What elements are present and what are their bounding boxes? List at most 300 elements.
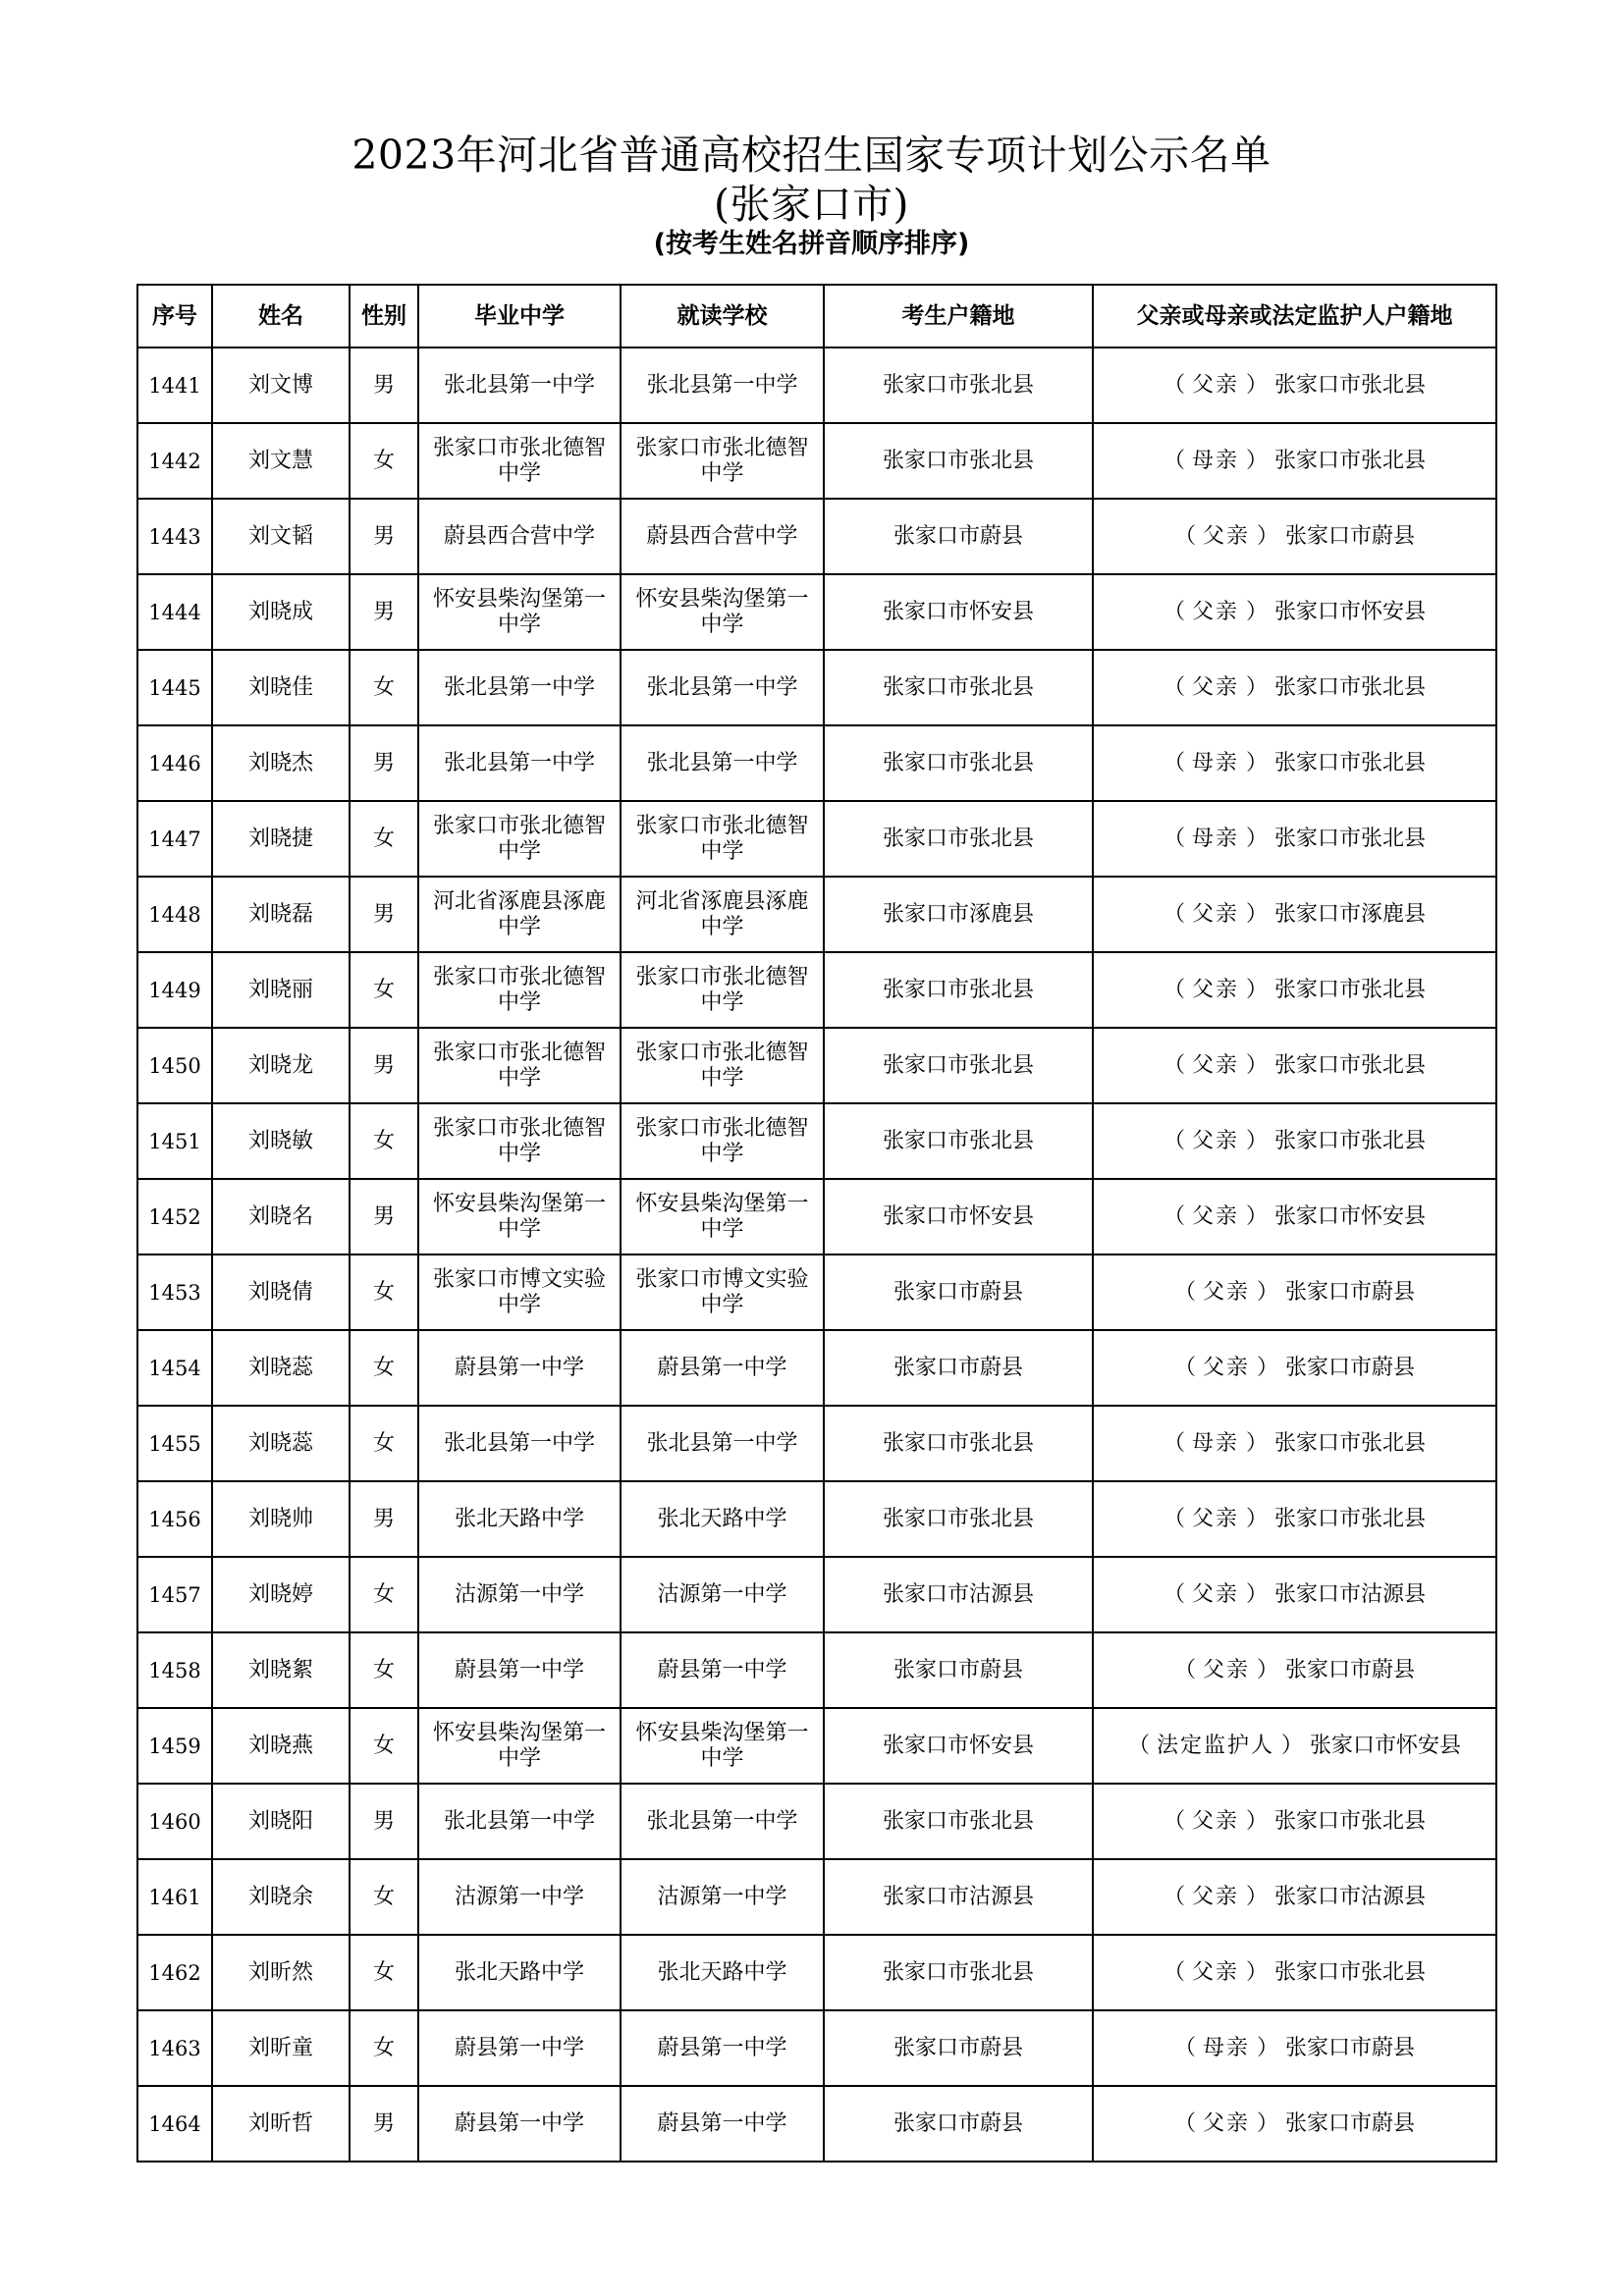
cell-guardian	[1093, 877, 1496, 952]
cell-grad-school-text: 张北县第一中学	[443, 674, 595, 700]
cell-grad-school	[418, 1103, 621, 1179]
cell-grad-school-text: 蔚县西合营中学	[443, 523, 595, 549]
cell-guardian	[1093, 1255, 1496, 1330]
guardian-place: 张家口市张北县	[1274, 372, 1427, 398]
cell-no: 1453	[137, 1255, 212, 1330]
guardian-text: （ 父亲 ） 张家口市张北县	[1163, 1506, 1427, 1531]
cell-grad-school-text: 蔚县第一中学	[454, 2035, 584, 2060]
cell-study-school	[621, 650, 824, 725]
cell-residence: 张家口市沽源县	[824, 1557, 1093, 1632]
cell-grad-school	[418, 1632, 621, 1708]
cell-name: 刘晓龙	[212, 1028, 350, 1103]
cell-grad-school	[418, 1481, 621, 1557]
cell-grad-school	[418, 574, 621, 650]
cell-study-school	[621, 1859, 824, 1935]
cell-study-school-text: 蔚县第一中学	[657, 2035, 787, 2060]
guardian-text: （ 母亲 ） 张家口市张北县	[1163, 448, 1427, 473]
cell-residence: 张家口市蔚县	[824, 1632, 1093, 1708]
cell-study-school	[621, 1935, 824, 2010]
guardian-place: 张家口市蔚县	[1285, 1279, 1416, 1305]
guardian-place: 张家口市沽源县	[1274, 1581, 1427, 1607]
cell-grad-school-text: 张北县第一中学	[443, 372, 595, 398]
sort-note: (按考生姓名拼音顺序排序)	[653, 229, 970, 259]
guardian-relation: 父亲	[1191, 977, 1239, 1002]
cell-name: 刘晓余	[212, 1859, 350, 1935]
cell-study-school-text: 张家口市张北德智中学	[635, 1115, 809, 1166]
header-no: 序号	[137, 285, 212, 347]
cell-gender: 女	[350, 1330, 418, 1406]
cell-grad-school-text: 张家口市张北德智中学	[432, 813, 606, 864]
guardian-relation: 父亲	[1191, 1203, 1239, 1229]
cell-name: 刘晓燕	[212, 1708, 350, 1784]
cell-no: 1464	[137, 2086, 212, 2162]
table-row	[137, 877, 1496, 952]
table-row	[137, 801, 1496, 877]
cell-grad-school	[418, 1179, 621, 1255]
guardian-text: （ 父亲 ） 张家口市蔚县	[1173, 1355, 1416, 1380]
table-row	[137, 1935, 1496, 2010]
cell-no: 1454	[137, 1330, 212, 1406]
cell-study-school	[621, 1784, 824, 1859]
cell-no: 1449	[137, 952, 212, 1028]
guardian-place: 张家口市怀安县	[1274, 599, 1427, 624]
cell-name: 刘文博	[212, 347, 350, 423]
cell-grad-school-text: 张北县第一中学	[443, 1808, 595, 1834]
cell-grad-school	[418, 1859, 621, 1935]
cell-guardian	[1093, 1557, 1496, 1632]
cell-residence: 张家口市张北县	[824, 423, 1093, 499]
cell-grad-school-text: 河北省涿鹿县涿鹿中学	[432, 888, 606, 939]
cell-study-school	[621, 2086, 824, 2162]
guardian-place: 张家口市蔚县	[1285, 2035, 1416, 2060]
guardian-relation: 父亲	[1191, 1506, 1239, 1531]
cell-name: 刘晓婷	[212, 1557, 350, 1632]
cell-grad-school	[418, 1255, 621, 1330]
cell-name: 刘昕然	[212, 1935, 350, 2010]
cell-study-school-text: 怀安县柴沟堡第一中学	[635, 586, 809, 637]
cell-guardian	[1093, 1708, 1496, 1784]
cell-residence: 张家口市张北县	[824, 1028, 1093, 1103]
guardian-text: （ 父亲 ） 张家口市张北县	[1163, 372, 1427, 398]
cell-no: 1452	[137, 1179, 212, 1255]
cell-study-school	[621, 725, 824, 801]
header-grad-school: 毕业中学	[418, 285, 621, 347]
guardian-place: 张家口市涿鹿县	[1274, 901, 1427, 927]
table-row	[137, 1481, 1496, 1557]
cell-grad-school	[418, 650, 621, 725]
cell-grad-school	[418, 1557, 621, 1632]
cell-no: 1456	[137, 1481, 212, 1557]
cell-study-school	[621, 952, 824, 1028]
cell-gender: 女	[350, 650, 418, 725]
guardian-relation: 母亲	[1191, 1430, 1239, 1456]
cell-gender: 男	[350, 1028, 418, 1103]
cell-residence: 张家口市张北县	[824, 1784, 1093, 1859]
cell-grad-school-text: 张家口市张北德智中学	[432, 1115, 606, 1166]
guardian-text: （ 父亲 ） 张家口市沽源县	[1163, 1581, 1427, 1607]
cell-residence: 张家口市蔚县	[824, 2010, 1093, 2086]
cell-name: 刘晓捷	[212, 801, 350, 877]
cell-name: 刘晓蕊	[212, 1330, 350, 1406]
cell-name: 刘晓帅	[212, 1481, 350, 1557]
page-title: 2023年河北省普通高校招生国家专项计划公示名单	[352, 132, 1271, 179]
cell-study-school-text: 张北天路中学	[657, 1506, 787, 1531]
guardian-relation: 母亲	[1191, 448, 1239, 473]
cell-study-school	[621, 499, 824, 574]
guardian-place: 张家口市蔚县	[1285, 523, 1416, 549]
cell-gender: 男	[350, 877, 418, 952]
roster-table	[136, 284, 1497, 2163]
cell-name: 刘文韬	[212, 499, 350, 574]
cell-residence: 张家口市张北县	[824, 801, 1093, 877]
cell-gender: 女	[350, 1557, 418, 1632]
guardian-place: 张家口市张北县	[1274, 448, 1427, 473]
guardian-place: 张家口市张北县	[1274, 826, 1427, 851]
table-row	[137, 1632, 1496, 1708]
cell-name: 刘晓阳	[212, 1784, 350, 1859]
guardian-place: 张家口市沽源县	[1274, 1884, 1427, 1909]
guardian-relation: 父亲	[1191, 1884, 1239, 1909]
cell-residence: 张家口市沽源县	[824, 1859, 1093, 1935]
cell-name: 刘晓成	[212, 574, 350, 650]
guardian-text: （ 父亲 ） 张家口市涿鹿县	[1163, 901, 1427, 927]
cell-gender: 女	[350, 1406, 418, 1481]
cell-name: 刘晓倩	[212, 1255, 350, 1330]
cell-gender: 男	[350, 499, 418, 574]
cell-no: 1458	[137, 1632, 212, 1708]
guardian-relation: 父亲	[1191, 1128, 1239, 1153]
cell-name: 刘晓杰	[212, 725, 350, 801]
header-name: 姓名	[212, 285, 350, 347]
cell-guardian	[1093, 1481, 1496, 1557]
guardian-relation: 父亲	[1191, 901, 1239, 927]
guardian-text: （ 父亲 ） 张家口市张北县	[1163, 1052, 1427, 1078]
cell-grad-school	[418, 1406, 621, 1481]
cell-study-school-text: 张家口市博文实验中学	[635, 1266, 809, 1317]
cell-grad-school-text: 张家口市张北德智中学	[432, 964, 606, 1015]
cell-study-school-text: 蔚县第一中学	[657, 2110, 787, 2136]
cell-grad-school	[418, 725, 621, 801]
cell-name: 刘晓蕊	[212, 1406, 350, 1481]
table-row	[137, 1103, 1496, 1179]
guardian-relation: 父亲	[1191, 1808, 1239, 1834]
table-row	[137, 499, 1496, 574]
cell-study-school-text: 张北县第一中学	[646, 750, 798, 775]
cell-no: 1444	[137, 574, 212, 650]
guardian-text: （ 父亲 ） 张家口市怀安县	[1163, 1203, 1427, 1229]
guardian-text: （ 父亲 ） 张家口市张北县	[1163, 1128, 1427, 1153]
cell-study-school	[621, 423, 824, 499]
cell-no: 1442	[137, 423, 212, 499]
cell-grad-school	[418, 801, 621, 877]
guardian-relation: 父亲	[1191, 1581, 1239, 1607]
cell-gender: 女	[350, 1103, 418, 1179]
cell-gender: 女	[350, 1708, 418, 1784]
cell-study-school	[621, 2010, 824, 2086]
cell-study-school-text: 河北省涿鹿县涿鹿中学	[635, 888, 809, 939]
cell-grad-school-text: 怀安县柴沟堡第一中学	[432, 586, 606, 637]
cell-gender: 男	[350, 1481, 418, 1557]
cell-study-school-text: 张家口市张北德智中学	[635, 1040, 809, 1091]
cell-grad-school-text: 沽源第一中学	[454, 1581, 584, 1607]
cell-gender: 男	[350, 2086, 418, 2162]
guardian-relation: 父亲	[1191, 599, 1239, 624]
guardian-place: 张家口市怀安县	[1274, 1203, 1427, 1229]
cell-gender: 男	[350, 347, 418, 423]
guardian-text: （ 母亲 ） 张家口市张北县	[1163, 826, 1427, 851]
table-row	[137, 423, 1496, 499]
cell-grad-school-text: 张家口市博文实验中学	[432, 1266, 606, 1317]
cell-residence: 张家口市张北县	[824, 952, 1093, 1028]
cell-study-school-text: 张北县第一中学	[646, 372, 798, 398]
cell-residence: 张家口市张北县	[824, 650, 1093, 725]
cell-study-school	[621, 1255, 824, 1330]
cell-study-school-text: 蔚县西合营中学	[646, 523, 798, 549]
cell-grad-school-text: 蔚县第一中学	[454, 1355, 584, 1380]
cell-name: 刘晓絮	[212, 1632, 350, 1708]
cell-grad-school	[418, 877, 621, 952]
cell-residence: 张家口市张北县	[824, 1103, 1093, 1179]
table-row	[137, 1330, 1496, 1406]
guardian-text: （ 父亲 ） 张家口市蔚县	[1173, 2110, 1416, 2136]
guardian-relation: 父亲	[1202, 1657, 1250, 1682]
cell-residence: 张家口市张北县	[824, 347, 1093, 423]
cell-study-school	[621, 347, 824, 423]
cell-gender: 女	[350, 423, 418, 499]
cell-grad-school	[418, 2086, 621, 2162]
cell-guardian	[1093, 574, 1496, 650]
table-row	[137, 952, 1496, 1028]
cell-guardian	[1093, 1935, 1496, 2010]
cell-grad-school-text: 蔚县第一中学	[454, 2110, 584, 2136]
cell-name: 刘昕哲	[212, 2086, 350, 2162]
cell-study-school-text: 张家口市张北德智中学	[635, 435, 809, 486]
guardian-text: （ 母亲 ） 张家口市蔚县	[1173, 2035, 1416, 2060]
cell-grad-school-text: 怀安县柴沟堡第一中学	[432, 1191, 606, 1242]
header-study-school: 就读学校	[621, 285, 824, 347]
cell-study-school	[621, 574, 824, 650]
cell-grad-school-text: 张北县第一中学	[443, 750, 595, 775]
cell-gender: 女	[350, 2010, 418, 2086]
header-gender: 性别	[350, 285, 418, 347]
table-body	[137, 347, 1496, 2162]
cell-grad-school-text: 张北天路中学	[454, 1959, 584, 1985]
guardian-place: 张家口市张北县	[1274, 1959, 1427, 1985]
cell-study-school	[621, 1330, 824, 1406]
cell-no: 1462	[137, 1935, 212, 2010]
cell-study-school	[621, 1028, 824, 1103]
table-row	[137, 1708, 1496, 1784]
guardian-place: 张家口市张北县	[1274, 1506, 1427, 1531]
cell-grad-school	[418, 1784, 621, 1859]
cell-study-school-text: 沽源第一中学	[657, 1884, 787, 1909]
guardian-text: （ 母亲 ） 张家口市张北县	[1163, 1430, 1427, 1456]
table-row	[137, 574, 1496, 650]
table-row	[137, 1784, 1496, 1859]
guardian-place: 张家口市张北县	[1274, 1430, 1427, 1456]
cell-gender: 女	[350, 1935, 418, 2010]
cell-study-school	[621, 877, 824, 952]
guardian-relation: 父亲	[1191, 1959, 1239, 1985]
cell-residence: 张家口市蔚县	[824, 499, 1093, 574]
guardian-text: （ 父亲 ） 张家口市蔚县	[1173, 1657, 1416, 1682]
cell-guardian	[1093, 650, 1496, 725]
cell-no: 1443	[137, 499, 212, 574]
table-row	[137, 650, 1496, 725]
cell-no: 1451	[137, 1103, 212, 1179]
guardian-text: （ 父亲 ） 张家口市蔚县	[1173, 523, 1416, 549]
cell-study-school	[621, 1481, 824, 1557]
guardian-relation: 法定监护人	[1156, 1733, 1274, 1758]
cell-gender: 女	[350, 1632, 418, 1708]
cell-guardian	[1093, 1179, 1496, 1255]
cell-no: 1445	[137, 650, 212, 725]
cell-no: 1461	[137, 1859, 212, 1935]
cell-no: 1448	[137, 877, 212, 952]
cell-grad-school-text: 张家口市张北德智中学	[432, 435, 606, 486]
guardian-place: 张家口市怀安县	[1310, 1733, 1462, 1758]
cell-guardian	[1093, 2010, 1496, 2086]
cell-no: 1459	[137, 1708, 212, 1784]
cell-residence: 张家口市涿鹿县	[824, 877, 1093, 952]
cell-name: 刘晓磊	[212, 877, 350, 952]
cell-guardian	[1093, 2086, 1496, 2162]
guardian-relation: 父亲	[1202, 1279, 1250, 1305]
cell-grad-school-text: 张北县第一中学	[443, 1430, 595, 1456]
guardian-relation: 父亲	[1202, 1355, 1250, 1380]
cell-no: 1446	[137, 725, 212, 801]
cell-residence: 张家口市张北县	[824, 1406, 1093, 1481]
cell-guardian	[1093, 1028, 1496, 1103]
cell-no: 1460	[137, 1784, 212, 1859]
guardian-text: （ 父亲 ） 张家口市张北县	[1163, 1808, 1427, 1834]
cell-no: 1450	[137, 1028, 212, 1103]
guardian-relation: 父亲	[1202, 2110, 1250, 2136]
cell-residence: 张家口市蔚县	[824, 1255, 1093, 1330]
cell-name: 刘晓名	[212, 1179, 350, 1255]
cell-name: 刘晓佳	[212, 650, 350, 725]
guardian-text: （ 父亲 ） 张家口市沽源县	[1163, 1884, 1427, 1909]
cell-grad-school	[418, 1708, 621, 1784]
cell-study-school-text: 沽源第一中学	[657, 1581, 787, 1607]
guardian-text: （ 父亲 ） 张家口市张北县	[1163, 1959, 1427, 1985]
guardian-place: 张家口市张北县	[1274, 977, 1427, 1002]
cell-study-school-text: 张家口市张北德智中学	[635, 813, 809, 864]
cell-residence: 张家口市蔚县	[824, 1330, 1093, 1406]
table-row	[137, 725, 1496, 801]
cell-guardian	[1093, 423, 1496, 499]
cell-name: 刘晓敏	[212, 1103, 350, 1179]
cell-study-school	[621, 1557, 824, 1632]
cell-residence: 张家口市怀安县	[824, 1708, 1093, 1784]
cell-study-school-text: 张北天路中学	[657, 1959, 787, 1985]
guardian-relation: 母亲	[1191, 826, 1239, 851]
table-row	[137, 2086, 1496, 2162]
table-row	[137, 1179, 1496, 1255]
cell-guardian	[1093, 1859, 1496, 1935]
cell-guardian	[1093, 1632, 1496, 1708]
guardian-relation: 父亲	[1191, 674, 1239, 700]
table-row	[137, 1028, 1496, 1103]
cell-grad-school-text: 怀安县柴沟堡第一中学	[432, 1720, 606, 1771]
guardian-text: （ 法定监护人 ） 张家口市怀安县	[1127, 1733, 1462, 1758]
cell-name: 刘晓丽	[212, 952, 350, 1028]
cell-study-school-text: 怀安县柴沟堡第一中学	[635, 1191, 809, 1242]
cell-study-school	[621, 1632, 824, 1708]
cell-residence: 张家口市蔚县	[824, 2086, 1093, 2162]
cell-guardian	[1093, 1330, 1496, 1406]
cell-grad-school-text: 蔚县第一中学	[454, 1657, 584, 1682]
cell-grad-school-text: 沽源第一中学	[454, 1884, 584, 1909]
cell-guardian	[1093, 1103, 1496, 1179]
cell-gender: 女	[350, 1859, 418, 1935]
cell-study-school-text: 蔚县第一中学	[657, 1657, 787, 1682]
cell-residence: 张家口市张北县	[824, 1481, 1093, 1557]
cell-residence: 张家口市怀安县	[824, 574, 1093, 650]
cell-grad-school	[418, 952, 621, 1028]
guardian-text: （ 父亲 ） 张家口市张北县	[1163, 977, 1427, 1002]
cell-residence: 张家口市张北县	[824, 725, 1093, 801]
cell-gender: 女	[350, 952, 418, 1028]
table-row	[137, 1859, 1496, 1935]
guardian-place: 张家口市张北县	[1274, 1808, 1427, 1834]
cell-residence: 张家口市怀安县	[824, 1179, 1093, 1255]
cell-grad-school	[418, 2010, 621, 2086]
cell-grad-school	[418, 423, 621, 499]
cell-no: 1457	[137, 1557, 212, 1632]
cell-guardian	[1093, 952, 1496, 1028]
cell-guardian	[1093, 347, 1496, 423]
cell-no: 1463	[137, 2010, 212, 2086]
guardian-text: （ 父亲 ） 张家口市张北县	[1163, 674, 1427, 700]
cell-study-school-text: 张北县第一中学	[646, 674, 798, 700]
guardian-place: 张家口市张北县	[1274, 750, 1427, 775]
guardian-text: （ 父亲 ） 张家口市蔚县	[1173, 1279, 1416, 1305]
guardian-place: 张家口市蔚县	[1285, 1355, 1416, 1380]
cell-study-school-text: 张北县第一中学	[646, 1808, 798, 1834]
table-row	[137, 1557, 1496, 1632]
cell-study-school-text: 蔚县第一中学	[657, 1355, 787, 1380]
cell-grad-school-text: 张家口市张北德智中学	[432, 1040, 606, 1091]
cell-guardian	[1093, 1784, 1496, 1859]
guardian-place: 张家口市张北县	[1274, 1128, 1427, 1153]
header-residence: 考生户籍地	[824, 285, 1093, 347]
guardian-place: 张家口市张北县	[1274, 1052, 1427, 1078]
cell-grad-school	[418, 1330, 621, 1406]
cell-guardian	[1093, 499, 1496, 574]
guardian-place: 张家口市张北县	[1274, 674, 1427, 700]
cell-study-school-text: 张北县第一中学	[646, 1430, 798, 1456]
table-header-row	[137, 285, 1496, 347]
cell-residence: 张家口市张北县	[824, 1935, 1093, 2010]
cell-grad-school	[418, 1028, 621, 1103]
header-guardian: 父亲或母亲或法定监护人户籍地	[1093, 285, 1496, 347]
guardian-relation: 父亲	[1191, 372, 1239, 398]
guardian-text: （ 母亲 ） 张家口市张北县	[1163, 750, 1427, 775]
cell-study-school-text: 怀安县柴沟堡第一中学	[635, 1720, 809, 1771]
table-row	[137, 2010, 1496, 2086]
cell-study-school	[621, 801, 824, 877]
table-row	[137, 1406, 1496, 1481]
cell-gender: 女	[350, 801, 418, 877]
cell-study-school-text: 张家口市张北德智中学	[635, 964, 809, 1015]
guardian-relation: 母亲	[1202, 2035, 1250, 2060]
cell-guardian	[1093, 1406, 1496, 1481]
cell-grad-school-text: 张北天路中学	[454, 1506, 584, 1531]
cell-study-school	[621, 1179, 824, 1255]
cell-gender: 男	[350, 1179, 418, 1255]
guardian-place: 张家口市蔚县	[1285, 1657, 1416, 1682]
